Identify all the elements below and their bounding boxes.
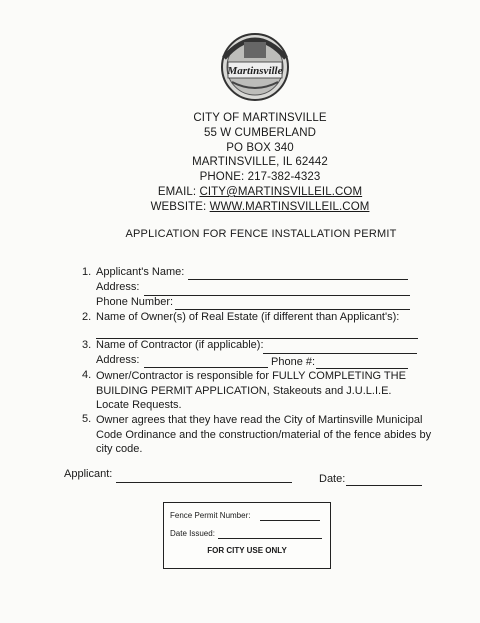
po-box: PO BOX 340 — [226, 141, 294, 154]
city-use-box — [163, 502, 331, 569]
item-number: 2. — [82, 311, 92, 323]
contractor-address-label: Address: — [96, 354, 140, 366]
city-state-zip: MARTINSVILLE, IL 62442 — [192, 156, 328, 169]
city-name: CITY OF MARTINSVILLE — [193, 112, 327, 124]
city-header — [0, 111, 480, 215]
permit-number-field[interactable] — [260, 520, 320, 521]
website-row — [0, 200, 480, 215]
contractor-phone-label: Phone #: — [271, 356, 316, 368]
item-number: 3. — [82, 339, 92, 351]
item-3 — [82, 339, 264, 351]
seal-text: Martinsville — [227, 65, 283, 77]
item-2 — [82, 311, 399, 323]
date-issued-label: Date Issued: — [170, 529, 215, 538]
street-address: 55 W CUMBERLAND — [203, 126, 317, 139]
contractor-address-field[interactable] — [144, 367, 268, 368]
date-issued-field[interactable] — [218, 538, 322, 539]
phone: PHONE: 217-382-4323 — [199, 171, 321, 184]
item-5-text: Owner agrees that they have read the City of Martinsville Municipal Code Ordinance and the construction/material of the fence abides by city code. — [96, 414, 432, 455]
email-label: EMAIL: — [157, 185, 197, 198]
address-label: Address: — [96, 281, 140, 293]
item-5-number: 5. — [82, 413, 92, 425]
date-label: Date: — [319, 473, 346, 485]
city-seal-logo — [214, 28, 296, 102]
address-field[interactable] — [144, 295, 410, 296]
owner-name-label: Name of Owner(s) of Real Estate (if different than Applicant's): — [96, 311, 400, 323]
permit-number-label: Fence Permit Number: — [170, 511, 251, 520]
contractor-name-field[interactable] — [263, 353, 417, 354]
applicant-name-label: Applicant's Name: — [96, 266, 185, 278]
for-city-use-note: FOR CITY USE ONLY — [207, 546, 287, 555]
email-link[interactable]: CITY@MARTINSVILLEIL.COM — [199, 185, 363, 198]
date-field[interactable] — [346, 485, 422, 486]
form-title: APPLICATION FOR FENCE INSTALLATION PERMIT — [125, 228, 397, 240]
applicant-signature-field[interactable] — [116, 482, 292, 483]
item-4-text: Owner/Contractor is responsible for FULLY COMPLETING THE BUILDING PERMIT APPLICATION, Stakeouts and J.U.L.I.E. Locate Requests. — [96, 370, 406, 411]
applicant-signature-label: Applicant: — [64, 468, 113, 480]
email-row — [0, 185, 480, 200]
item-number: 1. — [82, 266, 92, 278]
phone-number-field[interactable] — [175, 309, 410, 310]
applicant-name-field[interactable] — [188, 279, 408, 280]
contractor-name-label: Name of Contractor (if applicable): — [96, 339, 264, 351]
item-1 — [82, 266, 184, 278]
website-link[interactable]: WWW.MARTINSVILLEIL.COM — [209, 200, 370, 213]
item-4-number: 4. — [82, 369, 92, 381]
website-label: WEBSITE: — [150, 200, 207, 213]
phone-number-label: Phone Number: — [96, 296, 174, 308]
